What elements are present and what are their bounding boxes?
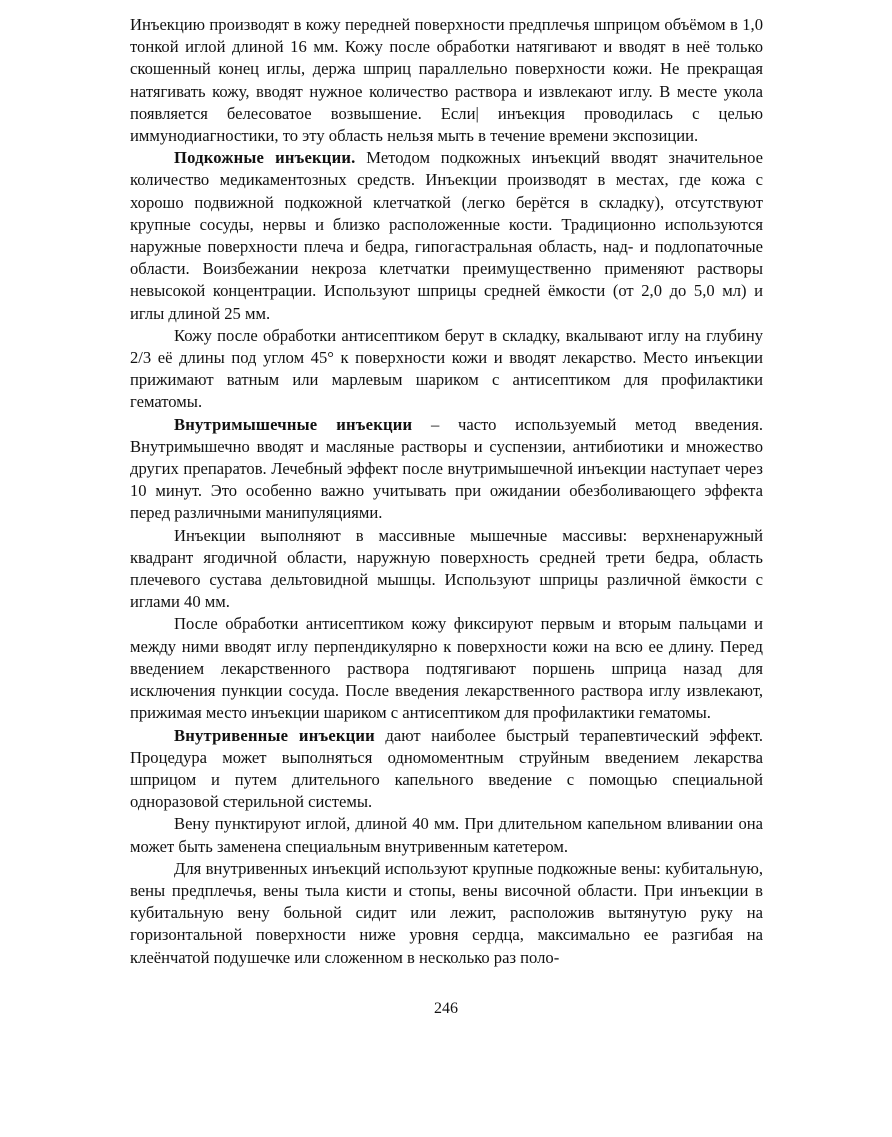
paragraph-text: Инъекцию производят в кожу передней поверхности предплечья шприцом объёмом в 1,0 тонкой иглой длиной 16 мм. Кожу после обработки натягивают и вводят в неё только скошенный конец иглы, держа шприц параллельно поверхности кожи. Не прекращая натягивать кожу, вводят нужное количество раствора и извлекают иглу. В месте укола появляется белесоватое возвышение. Если| инъекция проводилась с целью иммунодиагностики, то эту область нельзя мыть в течение времени экспозиции. (130, 15, 763, 146)
paragraph-text: Вену пунктируют иглой, длиной 40 мм. При длительном капельном вливании она может быть заменена специальным внутривенным катетером. (130, 814, 763, 856)
page-number: 246 (434, 1000, 458, 1017)
paragraph-text: После обработки антисептиком кожу фиксируют первым и вторым пальцами и между ними вводят иглу перпендикулярно к поверхности кожи на всю ее длину. Перед введением лекарственного раствора подтягивают поршень шприца назад для исключения пункции сосуда. После введения лекарственного раствора иглу извлекают, прижимая место инъекции шариком с антисептиком для профилактики гематомы. (130, 614, 763, 723)
paragraph-subcutaneous-injections (130, 147, 763, 325)
paragraph-intramuscular-injections (130, 414, 763, 525)
paragraph-intradermal-procedure (130, 14, 763, 147)
paragraph-text: Инъекции выполняют в массивные мышечные массивы: верхненаружный квадрант ягодичной области, наружную поверхность средней трети бедра, область плечевого сустава дельтовидной мышцы. Используют шприцы различной ёмкости с иглами 40 мм. (130, 525, 763, 612)
paragraph-intravenous-veins (130, 858, 763, 969)
paragraph-venipuncture (130, 813, 763, 857)
section-term-intramuscular: Внутримышечные инъекции (174, 414, 413, 434)
paragraph-text: Кожу после обработки антисептиком берут в складку, вкалывают иглу на глубину 2/3 её длины под углом 45° к поверхности кожи и вводят лекарство. Место инъекции прижимают ватным или марлевым шариком с антисептиком для профилактики гематомы. (130, 325, 763, 412)
paragraph-intravenous-injections (130, 725, 763, 814)
paragraph-intramuscular-technique (130, 613, 763, 724)
document-page (130, 14, 763, 969)
section-term-intravenous: Внутривенные инъекции (174, 725, 375, 745)
paragraph-subcutaneous-technique (130, 325, 763, 414)
paragraph-text: Для внутривенных инъекций используют крупные подкожные вены: кубитальную, вены предплечья, вены тыла кисти и стопы, вены височной области. При инъекции в кубитальную вену больной сидит или лежит, расположив вытянутую руку на горизонтальной поверхности ниже уровня сердца, максимально ее разгибая на клеёнчатой подушечке или сложенном в несколько раз поло- (130, 858, 763, 967)
paragraph-text: Методом подкожных инъекций вводят значительное количество медикаментозных средств. Инъекции производят в местах, где кожа с хорошо подвижной подкожной клетчаткой (легко берётся в складку), отсутствуют крупные сосуды, нервы и близко расположенные кости. Традиционно используются наружные поверхности плеча и бедра, гипогастральная область, над- и подлопаточные области. Воизбежании некроза клетчатки преимущественно применяют растворы невысокой концентрации. Используют шприцы средней ёмкости (от 2,0 до 5,0 мл) и иглы длиной 25 мм. (130, 148, 764, 323)
paragraph-text: дают наиболее быстрый терапевтический эффект. Процедура может выполняться одномоментным струйным введением лекарства шприцом и путем длительного капельного введение с помощью специальной одноразовой стерильной системы. (130, 725, 763, 812)
paragraph-intramuscular-sites (130, 525, 763, 614)
section-term-subcutaneous: Подкожные инъекции. (174, 148, 356, 168)
paragraph-text: – часто используемый метод введения. Внутримышечно вводят и масляные растворы и суспензии, антибиотики и множество других препаратов. Лечебный эффект после внутримышечной инъекции наступает через 10 минут. Это особенно важно учитывать при ожидании обезболивающего эффекта перед различными манипуляциями. (130, 414, 763, 523)
